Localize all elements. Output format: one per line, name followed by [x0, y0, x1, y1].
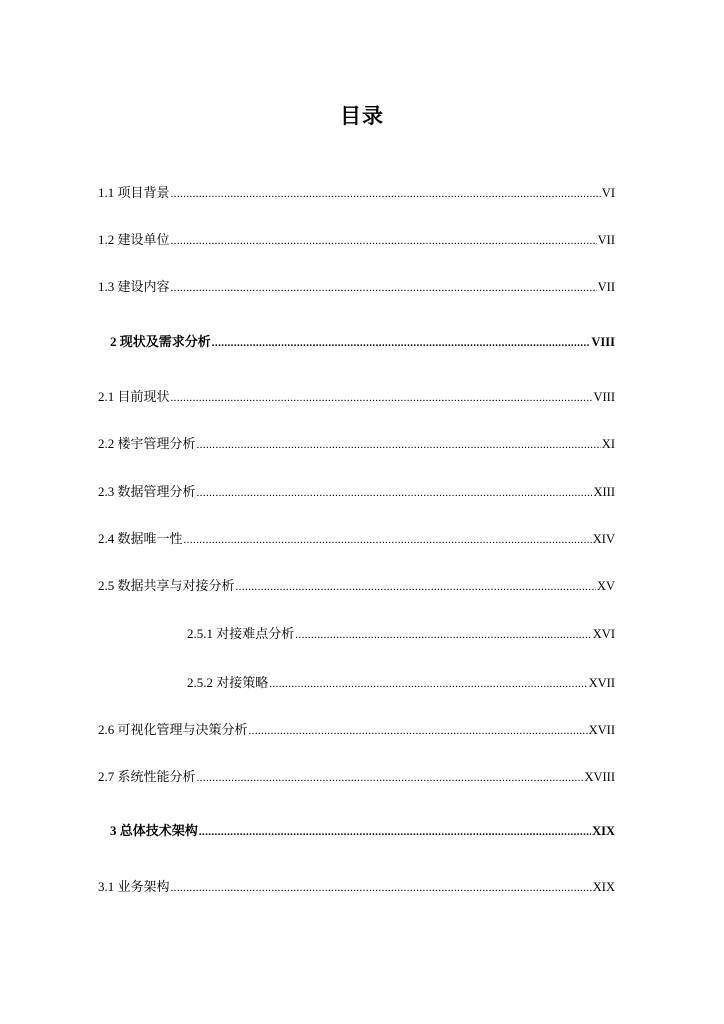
toc-entry-2-5-2[interactable] [187, 672, 615, 692]
toc-entry-number: 3.1 [98, 879, 115, 894]
toc-entry-1-2[interactable] [98, 229, 615, 249]
toc-entry-text: 可视化管理与决策分析 [117, 723, 248, 738]
toc-entry-text: 楼宇管理分析 [117, 437, 196, 452]
dot-leader [212, 337, 591, 349]
dot-leader [171, 188, 601, 200]
toc-entry-2-5[interactable] [98, 575, 615, 595]
toc-entry-number: 1.3 [98, 279, 115, 294]
dot-leader [171, 235, 597, 247]
dot-leader [269, 678, 587, 690]
toc-entry-number: 2.6 [98, 722, 115, 737]
toc-entry-text: 目前现状 [117, 390, 170, 405]
toc-entry-page: VII [597, 280, 615, 294]
toc-entry-text: 建设单位 [117, 233, 170, 248]
toc-entry-page: XVIII [584, 770, 615, 784]
toc-entry-page: VIII [593, 390, 615, 404]
toc-entry-number: 2.5 [98, 578, 115, 593]
dot-leader [197, 487, 593, 499]
dot-leader [236, 581, 596, 593]
toc-list [98, 0, 615, 1024]
toc-entry-text: 系统性能分析 [117, 770, 196, 785]
toc-entry-2-6[interactable] [98, 719, 615, 739]
toc-entry-text: 数据唯一性 [117, 532, 183, 547]
toc-entry-2-3[interactable] [98, 481, 615, 501]
dot-leader [249, 725, 588, 737]
toc-entry-page: XI [601, 437, 615, 451]
toc-entry-number: 2.3 [98, 484, 115, 499]
dot-leader [184, 534, 592, 546]
toc-entry-page: XIV [592, 532, 615, 546]
toc-entry-number: 2.4 [98, 531, 115, 546]
toc-entry-number: 2.5.2 [187, 675, 213, 690]
toc-entry-text: 建设内容 [117, 280, 170, 295]
toc-entry-number: 3 [110, 823, 117, 838]
toc-entry-text: 项目背景 [117, 186, 170, 201]
toc-entry-page: XIII [593, 485, 615, 499]
dot-leader [171, 392, 593, 404]
toc-entry-number: 2.5.1 [187, 626, 213, 641]
toc-entry-number: 1.2 [98, 232, 115, 247]
toc-entry-3-1[interactable] [98, 876, 615, 896]
toc-entry-text: 现状及需求分析 [119, 335, 211, 350]
toc-entry-page: XVII [588, 723, 615, 737]
dot-leader [197, 772, 584, 784]
toc-entry-text: 对接难点分析 [216, 627, 295, 642]
toc-entry-page: VII [597, 233, 615, 247]
toc-entry-number: 2.7 [98, 769, 115, 784]
dot-leader [171, 282, 597, 294]
toc-entry-number: 1.1 [98, 185, 115, 200]
toc-entry-page: XV [596, 579, 615, 593]
toc-entry-2-2[interactable] [98, 433, 615, 453]
toc-entry-text: 业务架构 [117, 880, 170, 895]
toc-entry-2-4[interactable] [98, 528, 615, 548]
toc-entry-page: XVII [588, 676, 615, 690]
toc-entry-page: XIX [592, 824, 615, 838]
toc-entry-2-7[interactable] [98, 766, 615, 786]
toc-title: 目录 [340, 104, 384, 128]
toc-entry-page: VIII [591, 335, 615, 349]
toc-entry-number: 2.1 [98, 389, 115, 404]
dot-leader [171, 882, 592, 894]
toc-entry-text: 总体技术架构 [119, 824, 198, 839]
toc-entry-text: 数据共享与对接分析 [117, 579, 235, 594]
toc-entry-page: XVI [592, 627, 615, 641]
toc-entry-chapter-3[interactable] [110, 820, 615, 840]
dot-leader [199, 826, 591, 838]
toc-entry-page: VI [601, 186, 615, 200]
toc-entry-2-1[interactable] [98, 386, 615, 406]
toc-entry-text: 数据管理分析 [117, 485, 196, 500]
toc-entry-chapter-2[interactable] [110, 331, 615, 351]
toc-entry-1-3[interactable] [98, 276, 615, 296]
dot-leader [197, 439, 601, 451]
toc-entry-text: 对接策略 [216, 676, 269, 691]
toc-entry-2-5-1[interactable] [187, 623, 615, 643]
toc-entry-1-1[interactable] [98, 182, 615, 202]
toc-entry-number: 2.2 [98, 436, 115, 451]
toc-entry-number: 2 [110, 334, 117, 349]
dot-leader [295, 629, 592, 641]
toc-entry-page: XIX [592, 880, 615, 894]
